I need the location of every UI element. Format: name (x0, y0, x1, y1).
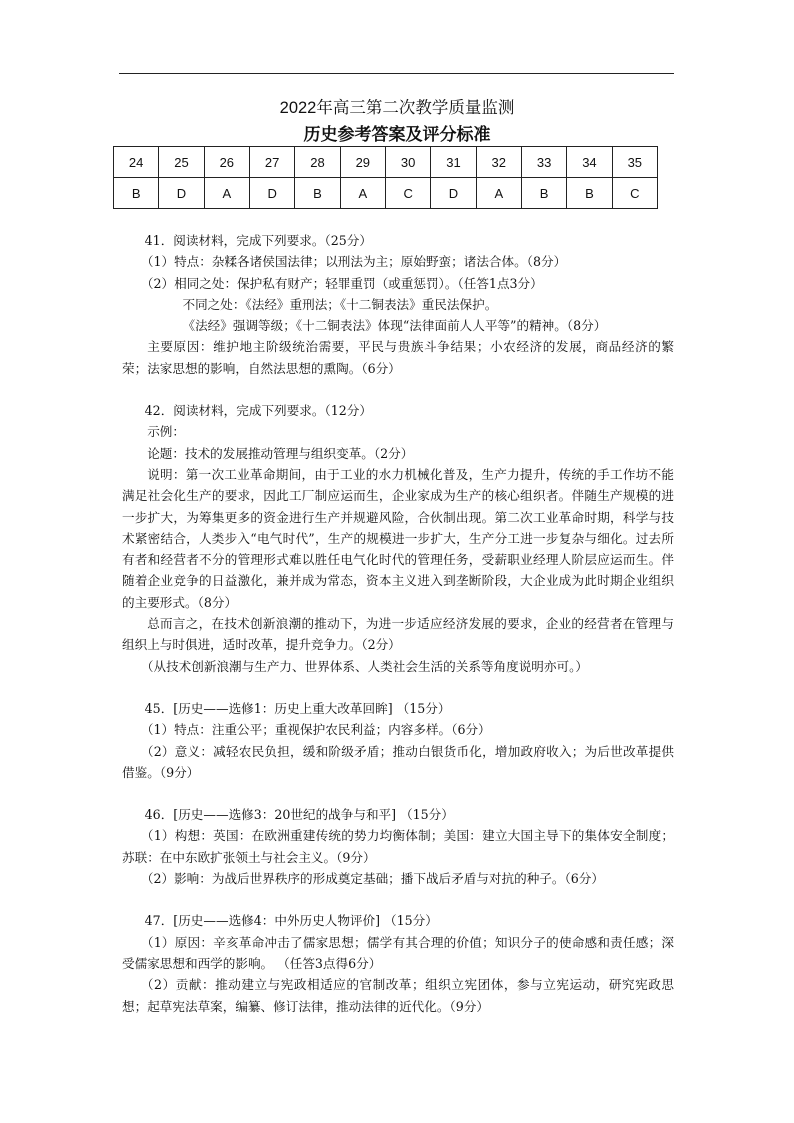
header-rule (119, 73, 674, 74)
question-number-cell: 25 (159, 147, 204, 178)
thesis-paragraph: 论题：技术的发展推动管理与组织变革。（2分） (147, 445, 414, 461)
question-heading: 46．[历史——选修3：20世纪的战争与和平] （15分） (144, 807, 454, 823)
question-number-cell: 26 (204, 147, 249, 178)
answer-paragraph: （2）意义：减轻农民负担，缓和阶级矛盾；推动白银货币化，增加政府收入；为后世改革提供借鉴。（9分） (122, 743, 674, 780)
answer-cell: B (295, 178, 340, 209)
question-number-cell: 32 (476, 147, 521, 178)
answer-cell: D (431, 178, 476, 209)
question-45 (122, 698, 674, 783)
question-number-row (114, 147, 658, 178)
answer-cell: D (159, 178, 204, 209)
question-41 (122, 230, 674, 379)
answer-paragraph: （2）相同之处：保护私有财产；轻罪重罚（或重惩罚）。（任答1点3分） (140, 275, 543, 291)
answer-paragraph: 不同之处：《法经》重刑法；《十二铜表法》重民法保护。 (182, 296, 498, 312)
example-label: 示例： (147, 424, 185, 440)
question-heading: 45．[历史——选修1：历史上重大改革回眸] （15分） (144, 700, 451, 716)
answer-paragraph: （1）原因：辛亥革命冲击了儒家思想；儒学有其合理的价值；知识分子的使命感和责任感；深受儒家思想和西学的影响。 （任答3点得6分） (122, 934, 674, 971)
answer-cell: B (114, 178, 159, 209)
question-47 (122, 910, 674, 1016)
question-heading: 41．阅读材料，完成下列要求。（25分） (144, 233, 372, 248)
answer-cell: A (204, 178, 249, 209)
answer-key-table (113, 146, 658, 209)
question-46 (122, 804, 674, 889)
question-number-cell: 27 (249, 147, 294, 178)
answer-paragraph: 主要原因：维护地主阶级统治需要，平民与贵族斗争结果；小农经济的发展，商品经济的繁荣；法家思想的影响，自然法思想的熏陶。（6分） (122, 339, 674, 376)
answer-cell: C (612, 178, 657, 209)
page-subtitle: 历史参考答案及评分标准 (303, 125, 491, 145)
answer-paragraph: （1）特点：注重公平；重视保护农民利益；内容多样。（6分） (140, 722, 491, 738)
answer-content (122, 230, 674, 1017)
question-42 (122, 400, 674, 677)
answer-paragraph: （1）特点：杂糅各诸侯国法律；以刑法为主；原始野蛮；诸法合体。（8分） (140, 254, 567, 270)
answer-cell: D (249, 178, 294, 209)
question-number-cell: 31 (431, 147, 476, 178)
question-heading: 42．阅读材料，完成下列要求。（12分） (144, 403, 372, 419)
answer-cell: B (521, 178, 566, 209)
answer-cell: B (567, 178, 612, 209)
answer-paragraph: （2）影响：为战后世界秩序的形成奠定基础；播下战后矛盾与对抗的种子。（6分） (140, 871, 604, 887)
explanation-paragraph: 说明：第一次工业革命期间，由于工业的水力机械化普及，生产力提升，传统的手工作坊不能满足社会化生产的要求，因此工厂制应运而生，企业家成为生产的核心组织者。伴随生产规模的进一步扩大，为筹集更多的资金进行生产并规避风险，合伙制出现。第二次工业革命时期，科学与技术紧密结合，人类步入“电气时代”，生产的规模进一步扩大，生产分工进一步复杂与细化。过去所有者和经营者不分的管理形式难以胜任电气化时代的管理任务，受薪职业经理人阶层应运而生。伴随着企业竞争的日益激化，兼并成为常态，资本主义进入到垄断阶段，大企业成为此时期企业组织的主要形式。（8分） (122, 466, 674, 610)
summary-paragraph: 总而言之，在技术创新浪潮的推动下，为进一步适应经济发展的要求，企业的经营者在管理与组织上与时俱进，适时改革，提升竞争力。（2分） (122, 616, 674, 653)
note-paragraph: （从技术创新浪潮与生产力、世界体系、人类社会生活的关系等角度说明亦可。） (140, 658, 588, 674)
answer-cell: C (385, 178, 430, 209)
answer-cell: A (476, 178, 521, 209)
page-title: 2022年高三第二次教学质量监测 (279, 99, 515, 117)
answer-paragraph: （1）构想：英国：在欧洲重建传统的势力均衡体制；美国：建立大国主导下的集体安全制度；苏联：在中东欧扩张领土与社会主义。（9分） (122, 828, 674, 865)
answer-paragraph: （2）贡献：推动建立与宪政相适应的官制改革；组织立宪团体，参与立宪运动，研究宪政思想；起草宪法草案，编纂、修订法律，推动法律的近代化。（9分） (122, 977, 674, 1014)
question-number-cell: 24 (114, 147, 159, 178)
answer-row (114, 178, 658, 209)
question-number-cell: 28 (295, 147, 340, 178)
answer-cell: A (340, 178, 385, 209)
question-number-cell: 33 (521, 147, 566, 178)
question-number-cell: 30 (385, 147, 430, 178)
question-number-cell: 34 (567, 147, 612, 178)
answer-paragraph: 《法经》强调等级；《十二铜表法》体现“法律面前人人平等”的精神。（8分） (182, 318, 607, 334)
question-number-cell: 29 (340, 147, 385, 178)
question-number-cell: 35 (612, 147, 657, 178)
question-heading: 47．[历史——选修4：中外历史人物评价] （15分） (144, 913, 438, 929)
